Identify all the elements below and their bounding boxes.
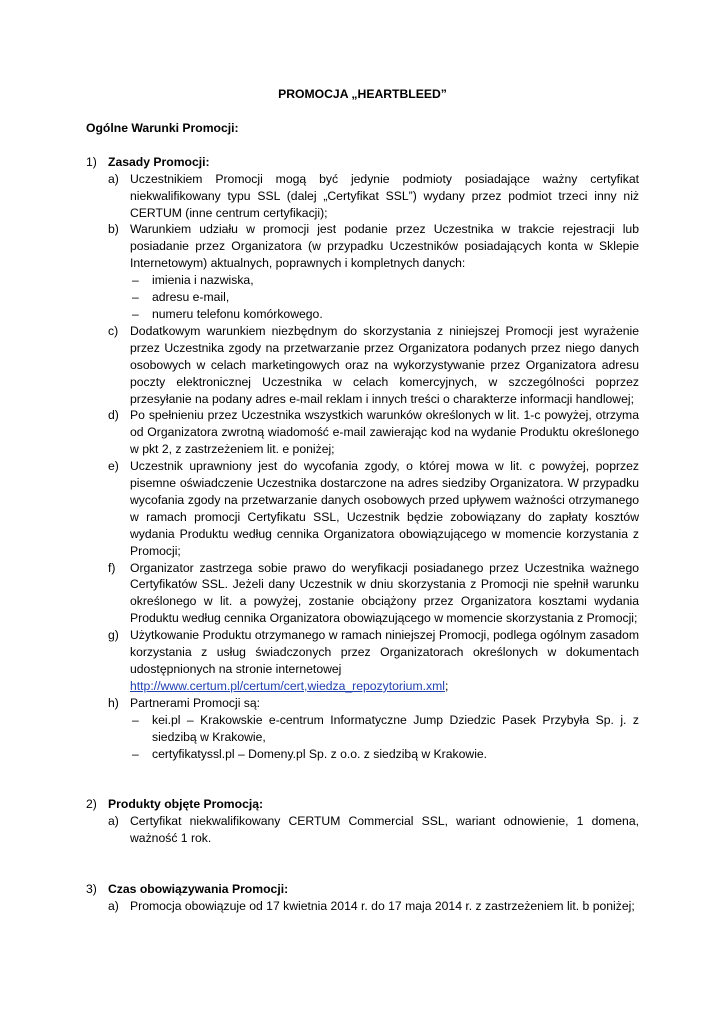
- bullet-text: imienia i nazwiska,: [152, 273, 254, 288]
- item-text: Warunkiem udziału w promocji jest podanie przez Uczestnika w trakcie rejestracji lub posiadanie przez Organizatora (w przypadku Uczestników posiadających konta w Sklepie Internetowym) aktualnych, poprawnych i kompletnych danych:: [130, 222, 639, 271]
- list-item: [108, 407, 639, 458]
- item-text: Użytkowanie Produktu otrzymanego w ramach niniejszej Promocji, podlega ogólnym zasadom korzystania z usług świadczonych przez Organizatorach określonych w dokumentach udostępnionych na stronie internetowej: [130, 628, 639, 676]
- section-2: [86, 796, 639, 847]
- item-text: Uczestnikiem Promocji mogą być jedynie podmioty posiadające ważny certyfikat niekwalifikowany typu SSL (dalej „Certyfikat SSL”) wydany przez podmiot trzeci inny niż CERTUM (inne centrum certyfikacji);: [130, 171, 639, 220]
- item-text: Organizator zastrzega sobie prawo do weryfikacji posiadanego przez Uczestnika ważnego Certyfikatów SSL. Jeżeli dany Uczestnik w dniu skorzystania z Promocji nie spełnił warunku określonego w lit. a powyżej, zostanie obciążony przez Organizatora kosztami wydania Produktu według cennika Organizatora obowiązującego w momencie skorzystania z Promocji;: [130, 560, 639, 626]
- item-text: Certyfikat niekwalifikowany CERTUM Commercial SSL, wariant odnowienie, 1 domena, ważność 1 rok.: [130, 814, 639, 846]
- dash-marker: –: [132, 746, 139, 761]
- item-label: d): [108, 408, 119, 423]
- bullet-item: [130, 289, 639, 306]
- item-label: a): [108, 814, 119, 829]
- dash-marker: –: [132, 712, 139, 727]
- section-1: [86, 154, 639, 763]
- section-title: Czas obowiązywania Promocji:: [108, 882, 289, 897]
- item-label: h): [108, 695, 119, 710]
- document-title: PROMOCJA „HEARTBLEED”: [278, 87, 447, 101]
- section-3: [86, 881, 639, 915]
- item-text: Po spełnieniu przez Uczestnika wszystkich warunków określonych w lit. 1-c powyżej, otrzyma od Organizatora zwrotną wiadomość e-mail zawierając kod na wydanie Produktu określonego w pkt 2, z zastrzeżeniem lit. e poniżej;: [130, 408, 639, 457]
- bullet-item: [130, 712, 639, 746]
- general-heading: Ogólne Warunki Promocji:: [86, 120, 239, 135]
- list-item: [108, 627, 639, 695]
- item-text: Uczestnik uprawniony jest do wycofania zgody, o której mowa w lit. c powyżej, poprzez pisemne oświadczenie Uczestnika dostarczone na adres siedziby Organizatora. W przypadku wycofania zgody na przetwarzanie danych osobowych przed upływem ważności otrzymanego w ramach promocji Certyfikatu SSL, Uczestnik będzie zobowiązany do zapłaty kosztów wydania Produktu według cennika Organizatora obowiązującego w momencie korzystania z Promocji;: [130, 459, 639, 558]
- item-label: c): [108, 323, 119, 338]
- link-suffix: ;: [444, 678, 449, 693]
- list-item: [108, 560, 639, 628]
- dash-marker: –: [132, 273, 139, 288]
- list-item: [108, 458, 639, 559]
- section-title: Produkty objęte Promocją:: [108, 797, 264, 812]
- bullet-text: numeru telefonu komórkowego.: [152, 306, 323, 321]
- list-item: [108, 898, 639, 915]
- section-title: Zasady Promocji:: [108, 154, 210, 169]
- list-item: [108, 323, 639, 408]
- bullet-text: adresu e-mail,: [152, 290, 230, 305]
- section-number: 2): [86, 797, 97, 812]
- list-item: [108, 695, 639, 763]
- bullet-text: certyfikatyssl.pl – Domeny.pl Sp. z o.o. z siedzibą w Krakowie.: [152, 746, 488, 761]
- bullet-item: [130, 306, 639, 323]
- bullet-item: [130, 272, 639, 289]
- section-number: 1): [86, 154, 97, 169]
- section-number: 3): [86, 882, 97, 897]
- item-label: a): [108, 899, 119, 914]
- item-label: a): [108, 171, 119, 186]
- item-text: Dodatkowym warunkiem niezbędnym do skorzystania z niniejszej Promocji jest wyrażenie przez Uczestnika zgody na przetwarzanie przez Organizatora podanych przez niego danych osobowych w celach marketingowych oraz na wykorzystywanie przez Organizatora adresu poczty elektronicznej Uczestnika w celach komercyjnych, w szczególności poprzez przesyłanie na podany adres e-mail reklam i innych treści o charakterze informacji handlowej;: [130, 323, 639, 406]
- list-item: [108, 171, 639, 222]
- dash-marker: –: [132, 290, 139, 305]
- item-text: Promocja obowiązuje od 17 kwietnia 2014 r. do 17 maja 2014 r. z zastrzeżeniem lit. b poniżej;: [130, 899, 635, 914]
- document-page: [86, 86, 639, 915]
- item-text: Partnerami Promocji są:: [130, 695, 261, 710]
- repository-link[interactable]: http://www.certum.pl/certum/cert,wiedza_repozytorium.xml: [130, 678, 445, 693]
- item-label: f): [108, 560, 116, 575]
- dash-marker: –: [132, 306, 139, 321]
- bullet-item: [130, 746, 639, 763]
- bullet-text: kei.pl – Krakowskie e-centrum Informatyczne Jump Dziedzic Pasek Przybyła Sp. j. z siedzibą w Krakowie,: [152, 712, 639, 744]
- item-label: g): [108, 628, 119, 643]
- list-item: [108, 221, 639, 322]
- list-item: [108, 813, 639, 847]
- item-label: b): [108, 222, 119, 237]
- item-label: e): [108, 459, 119, 474]
